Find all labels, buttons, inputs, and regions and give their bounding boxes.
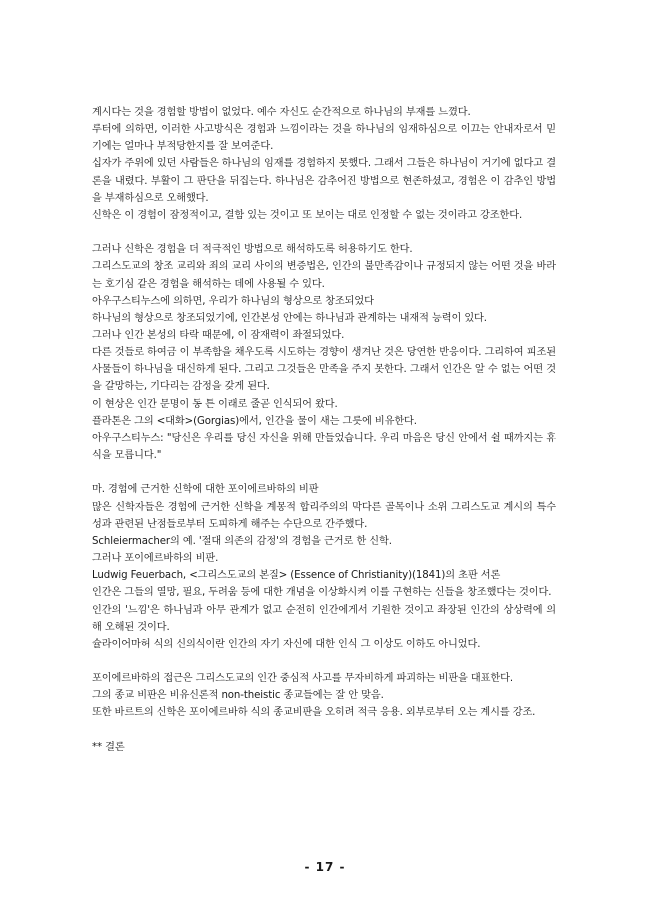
paragraph: 계시다는 것을 경험할 방법이 없었다. 예수 자신도 순간적으로 하나님의 부재를 느꼈다.: [92, 107, 471, 118]
paragraph: 포이에르바하의 접근은 그리스도교의 인간 중심적 사고를 무자비하게 파괴하는 비판을 대표한다.: [92, 673, 514, 685]
paragraph: 또한 바르트의 신학은 포이에르바하 식의 종교비판을 오히려 적극 응용. 외부로부터 오는 계시를 강조.: [92, 707, 536, 719]
paragraph: 그러나 신학은 경험을 더 적극적인 방법으로 해석하도록 허용하기도 한다.: [92, 244, 413, 256]
paragraph: 인간의 '느낌'은 하나님과 아무 관계가 없고 순전히 인간에게서 기원한 것이고 좌장된 인간의 상상력에 의해 오해된 것이다.: [92, 604, 556, 633]
paragraph: 다른 것들로 하여금 이 부족함을 채우도록 시도하는 경향이 생겨난 것은 당연한 반응이다. 그리하여 피조된 사물들이 하나님을 대신하게 된다. 그리고 그것들은 만족을 주지 못한다. 그래서 인간은 알 수 없는 어떤 것을 갈망하는, 기다리는 감정을 갖게 된다.: [92, 347, 556, 393]
paragraph: Schleiermacher의 예. '절대 의존의 감정'의 경험을 근거로 한 신학.: [92, 535, 392, 547]
paragraph: 이 현상은 인간 문명이 동 튼 이래로 줄곧 인식되어 왔다.: [92, 398, 338, 410]
paragraph: 많은 신학자들은 경험에 근거한 신학을 계몽적 합리주의의 막다른 골목이나 소위 그리스도교 계시의 특수성과 관련된 난점들로부터 도피하게 해주는 수단으로 간주했다.: [92, 501, 556, 530]
paragraph: 그러나 인간 본성의 타락 때문에, 이 잠재력이 좌절되었다.: [92, 330, 345, 342]
paragraph: 십자가 주위에 있던 사람들은 하나님의 임재를 경험하지 못했다. 그래서 그들은 하나님이 거기에 없다고 결론을 내렸다. 부활이 그 판단을 뒤집는다. 하나님은 감추어진 방법으로 현존하셨고, 경험은 이 감추인 방법을 부재하심으로 오해했다.: [92, 158, 556, 204]
blank-line: [92, 464, 556, 481]
blank-line: [92, 653, 556, 670]
body-text: [92, 104, 556, 756]
paragraph: 인간은 그들의 열망, 필요, 두려움 등에 대한 개념을 이상화시켜 이를 구현하는 신들을 창조했다는 것이다.: [92, 587, 552, 599]
blank-line: [92, 224, 556, 241]
page-number: - 17 -: [304, 860, 346, 874]
paragraph: 플라톤은 그의 <대화>(Gorgias)에서, 인간을 물이 새는 그릇에 비유한다.: [92, 415, 417, 427]
paragraph: 슐라이어마허 식의 신의식이란 인간의 자기 자신에 대한 인식 그 이상도 이하도 아니었다.: [92, 638, 481, 650]
paragraph: 아우구스티누스: "당신은 우리를 당신 자신을 위해 만들었습니다. 우리 마음은 당신 안에서 쉴 때까지는 휴식을 모릅니다.": [92, 432, 556, 462]
paragraph: 그의 종교 비판은 비유신론적 non-theistic 종교들에는 잘 안 맞음.: [92, 690, 384, 702]
paragraph: 아우구스티누스에 의하면, 우리가 하나님의 형상으로 창조되었다: [92, 295, 374, 307]
paragraph: 신학은 이 경험이 잠정적이고, 결함 있는 것이고 또 보이는 대로 인정할 수 없는 것이라고 강조한다.: [92, 209, 523, 221]
paragraph: 마. 경험에 근거한 신학에 대한 포이에르바하의 비판: [92, 484, 319, 496]
paragraph: Ludwig Feuerbach, <그리스도교의 본질> (Essence of Christianity)(1841)의 초판 서론: [92, 570, 501, 582]
paragraph: 루터에 의하면, 이러한 사고방식은 경험과 느낌이라는 것을 하나님의 임재하심으로 이끄는 안내자로서 믿기에는 얼마나 부적당한지를 잘 보여준다.: [92, 124, 556, 153]
paragraph: 그러나 포이에르바하의 비판.: [92, 553, 219, 565]
paragraph: ** 결론: [92, 741, 125, 753]
blank-line: [92, 722, 556, 739]
paragraph: 하나님의 형상으로 창조되었기에, 인간본성 안에는 하나님과 관계하는 내재적 능력이 있다.: [92, 312, 487, 324]
paragraph: 그리스도교의 창조 교리와 죄의 교리 사이의 변증법은, 인간의 불만족감이나 규정되지 않는 어떤 것을 바라는 호기심 같은 경험을 해석하는 데에 사용될 수 있다.: [92, 261, 556, 290]
